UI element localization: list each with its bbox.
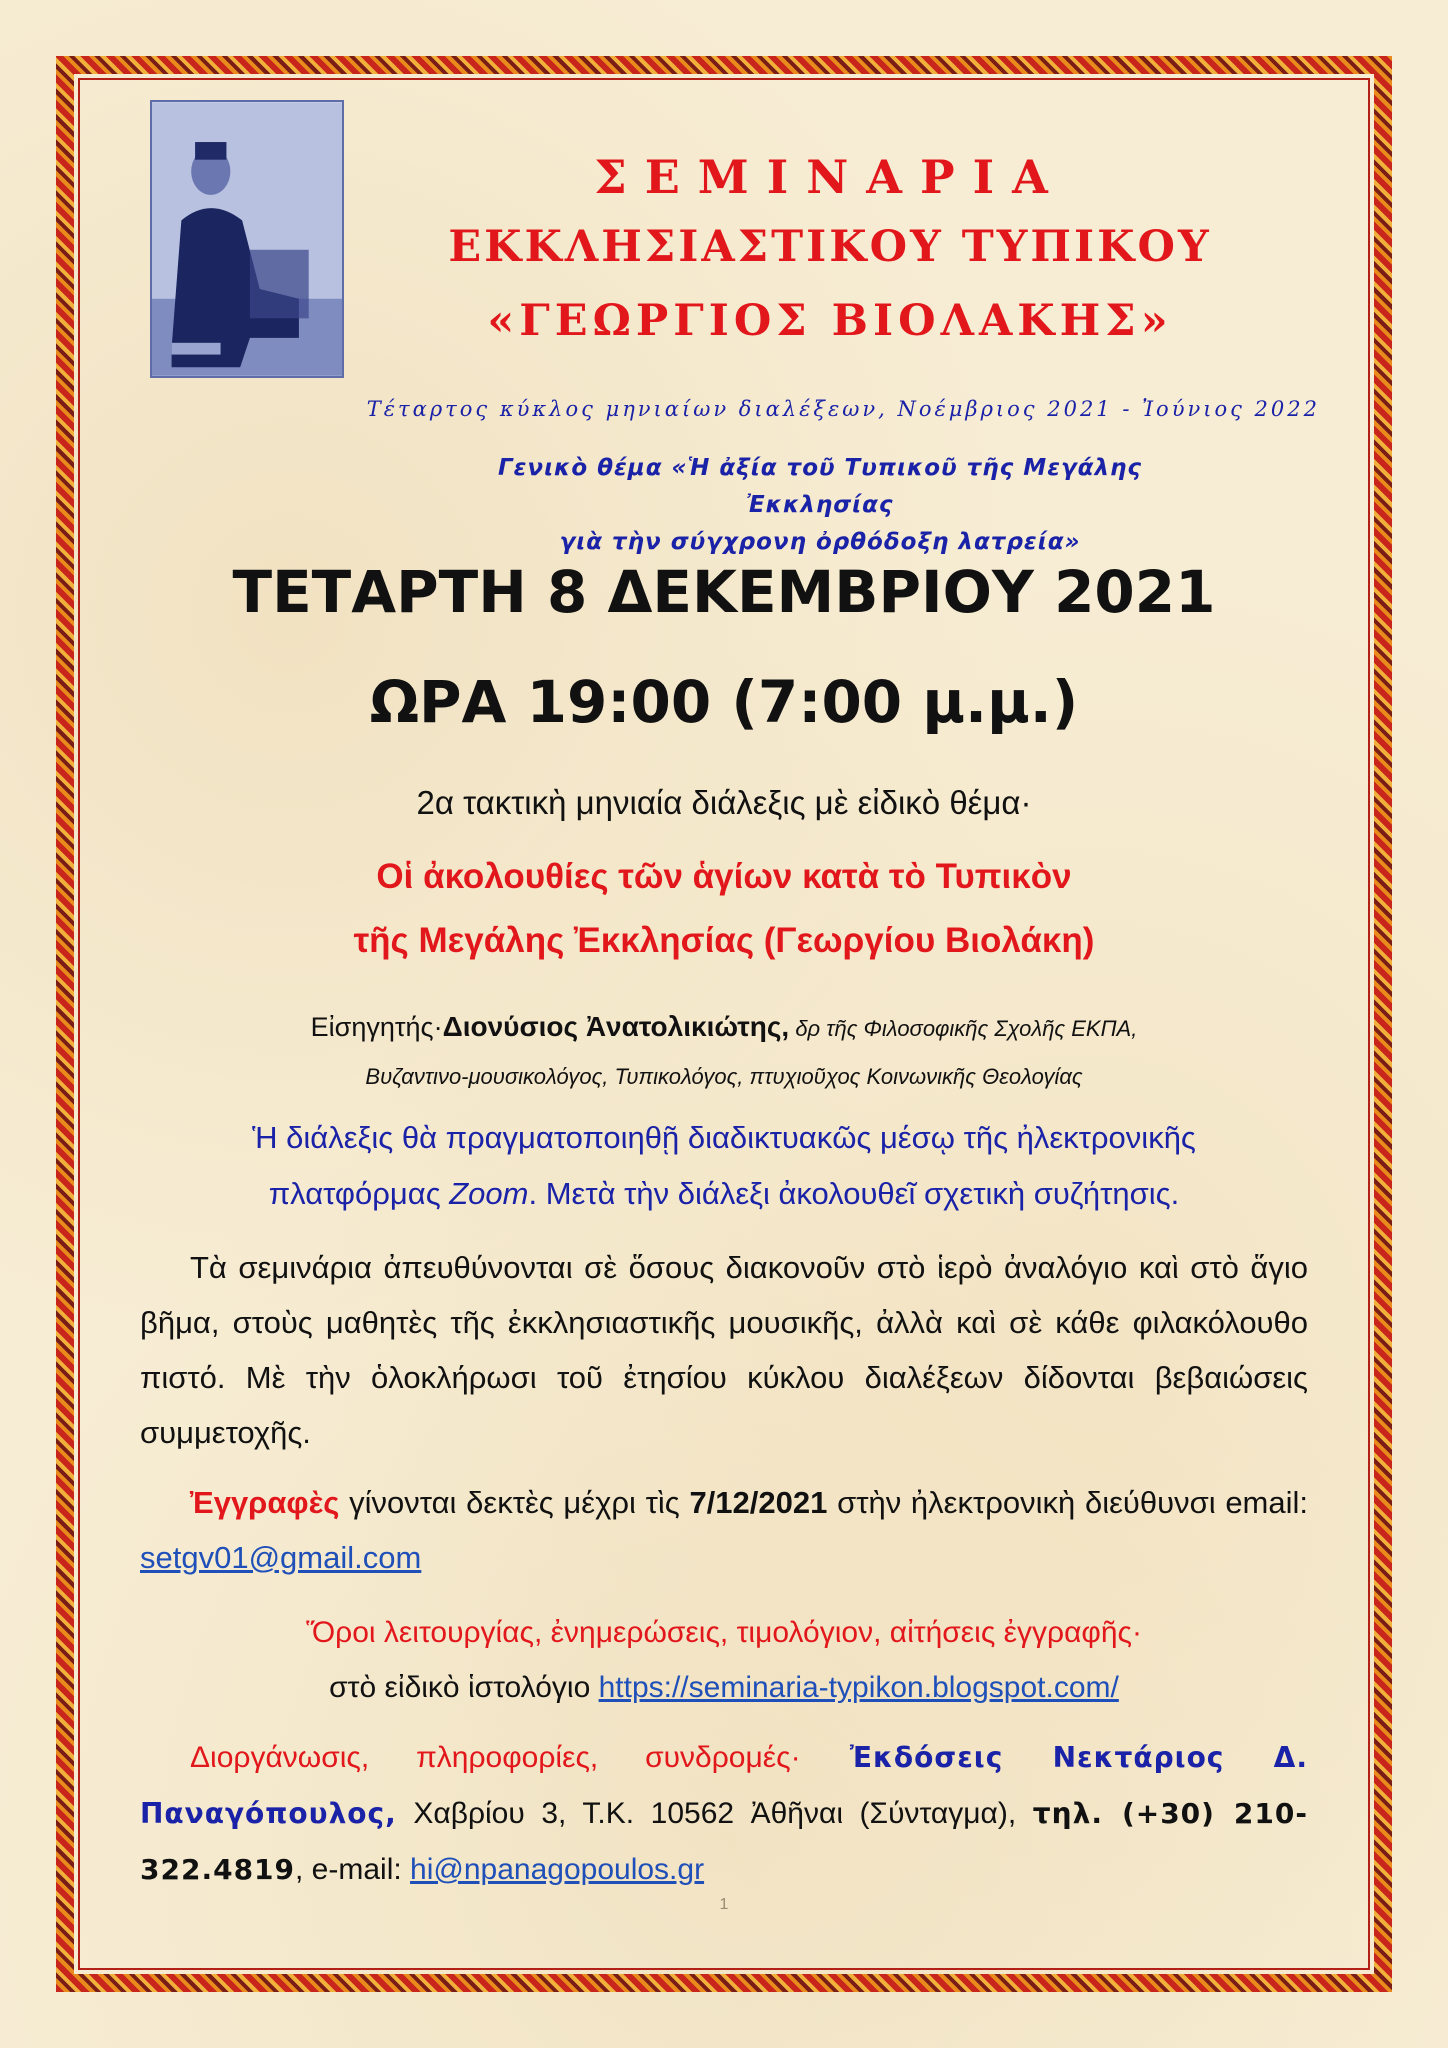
speaker-block bbox=[120, 1003, 1328, 1101]
online-notice bbox=[140, 1110, 1308, 1222]
registration-paragraph bbox=[140, 1475, 1308, 1585]
terms-line-1: Ὅροι λειτουργίας, ἐνημερώσεις, τιμολόγιον, αἰτήσεις ἐγγραφῆς· bbox=[305, 1616, 1142, 1649]
organizer-address: Χαβρίου 3, Τ.Κ. 10562 Ἀθῆναι (Σύνταγμα), bbox=[396, 1797, 1033, 1830]
platform-name: Zoom bbox=[449, 1176, 529, 1211]
registration-deadline: 7/12/2021 bbox=[689, 1485, 828, 1520]
organizer-email-label: , e-mail: bbox=[295, 1853, 411, 1886]
page-number: 1 bbox=[719, 1896, 729, 1913]
lecture-subject bbox=[120, 845, 1328, 973]
title-line-2: ΕΚΚΛΗΣΙΑΣΤΙΚΟΥ ΤΥΠΙΚΟΥ bbox=[448, 222, 1212, 272]
tel-number: (+30) 210-322.4819 bbox=[140, 1797, 1309, 1886]
speaker-label: Εἰσηγητής· bbox=[310, 1012, 443, 1042]
general-theme-line-2: γιὰ τὴν σύγχρονη ὀρθόδοξη λατρεία» bbox=[559, 529, 1081, 555]
organizer-email-link[interactable]: hi@npanagopoulos.gr bbox=[410, 1853, 705, 1886]
general-theme bbox=[420, 450, 1220, 561]
terms-line-2 bbox=[140, 1660, 1308, 1715]
subject-line-1: Οἱ ἀκολουθίες τῶν ἁγίων κατὰ τὸ Τυπικὸν bbox=[376, 857, 1072, 896]
blog-link[interactable]: https://seminaria-typikon.blogspot.com/ bbox=[598, 1671, 1119, 1704]
tel-label: τηλ. bbox=[1032, 1797, 1103, 1830]
online-line-2 bbox=[140, 1166, 1308, 1222]
general-theme-line-1: Γενικὸ θέμα «Ἡ ἀξία τοῦ Τυπικοῦ τῆς Μεγάλης Ἐκκλησίας bbox=[497, 455, 1143, 518]
online-line-2-end: . Μετὰ τὴν διάλεξι ἀκολουθεῖ σχετικὴ συζήτησις. bbox=[528, 1176, 1180, 1211]
speaker-credentials-1: δρ τῆς Φιλοσοφικῆς Σχολῆς ΕΚΠΑ, bbox=[789, 1016, 1138, 1041]
organizer-label: Διοργάνωσις, πληροφορίες, συνδρομές· bbox=[190, 1741, 801, 1774]
online-line-2-start: πλατφόρμας bbox=[268, 1176, 450, 1211]
online-line-1: Ἡ διάλεξις θὰ πραγματοποιηθῇ διαδικτυακῶς μέσῳ τῆς ἠλεκτρονικῆς bbox=[252, 1120, 1196, 1155]
event-date: ΤΕΤΑΡΤΗ 8 ΔΕΚΕΜΒΡΙΟΥ 2021 bbox=[232, 558, 1216, 626]
speaker-name: Διονύσιος Ἀνατολικιώτης, bbox=[442, 1011, 790, 1042]
subject-line-2: τῆς Μεγάλης Ἐκκλησίας (Γεωργίου Βιολάκη) bbox=[353, 921, 1095, 960]
title-line-3: «ΓΕΩΡΓΙΟΣ ΒΙΟΛΑΚΗΣ» bbox=[487, 296, 1173, 346]
event-time: ΩΡΑ 19:00 (7:00 μ.μ.) bbox=[369, 668, 1079, 736]
portrait-photo bbox=[150, 100, 344, 378]
registration-email-link[interactable]: setgv01@gmail.com bbox=[140, 1540, 422, 1575]
registration-label: Ἐγγραφὲς bbox=[190, 1485, 340, 1520]
terms-line-2-text: στὸ εἰδικὸ ἱστολόγιο bbox=[329, 1671, 599, 1704]
speaker-credentials-2: Βυζαντινο-μουσικολόγος, Τυπικολόγος, πτυχιοῦχος Κοινωνικῆς Θεολογίας bbox=[365, 1064, 1083, 1089]
terms-block bbox=[140, 1605, 1308, 1715]
lecture-intro: 2α τακτικὴ μηνιαία διάλεξις μὲ εἰδικὸ θέμα· bbox=[416, 784, 1032, 821]
title-line-1: ΣΕΜΙΝΑΡΙΑ bbox=[594, 150, 1066, 204]
organizer-paragraph bbox=[140, 1730, 1308, 1898]
lecture-cycle: Τέταρτος κύκλος μηνιαίων διαλέξεων, Νοέμβριος 2021 - Ἰούνιος 2022 bbox=[366, 397, 1320, 421]
registration-text-2: στὴν ἠλεκτρονικὴ διεύθυνσι email: bbox=[827, 1485, 1309, 1520]
audience-paragraph: Τὰ σεμινάρια ἀπευθύνονται σὲ ὅσους διακονοῦν στὸ ἱερὸ ἀναλόγιο καὶ στὸ ἅγιο βῆμα, στοὺς μαθητὲς τῆς ἐκκλησιαστικῆς μουσικῆς, ἀλλὰ καὶ σὲ κάθε φιλακόλουθο πιστό. Μὲ τὴν ὁλοκλήρωσι τοῦ ἐτησίου κύκλου διαλέξεων δίδονται βεβαιώσεις συμμετοχῆς. bbox=[140, 1250, 1308, 1450]
registration-text-1: γίνονται δεκτὲς μέχρι τὶς bbox=[339, 1485, 690, 1520]
publisher-name: Ἐκδόσεις Νεκτάριος Δ. Παναγόπουλος, bbox=[140, 1741, 1308, 1830]
